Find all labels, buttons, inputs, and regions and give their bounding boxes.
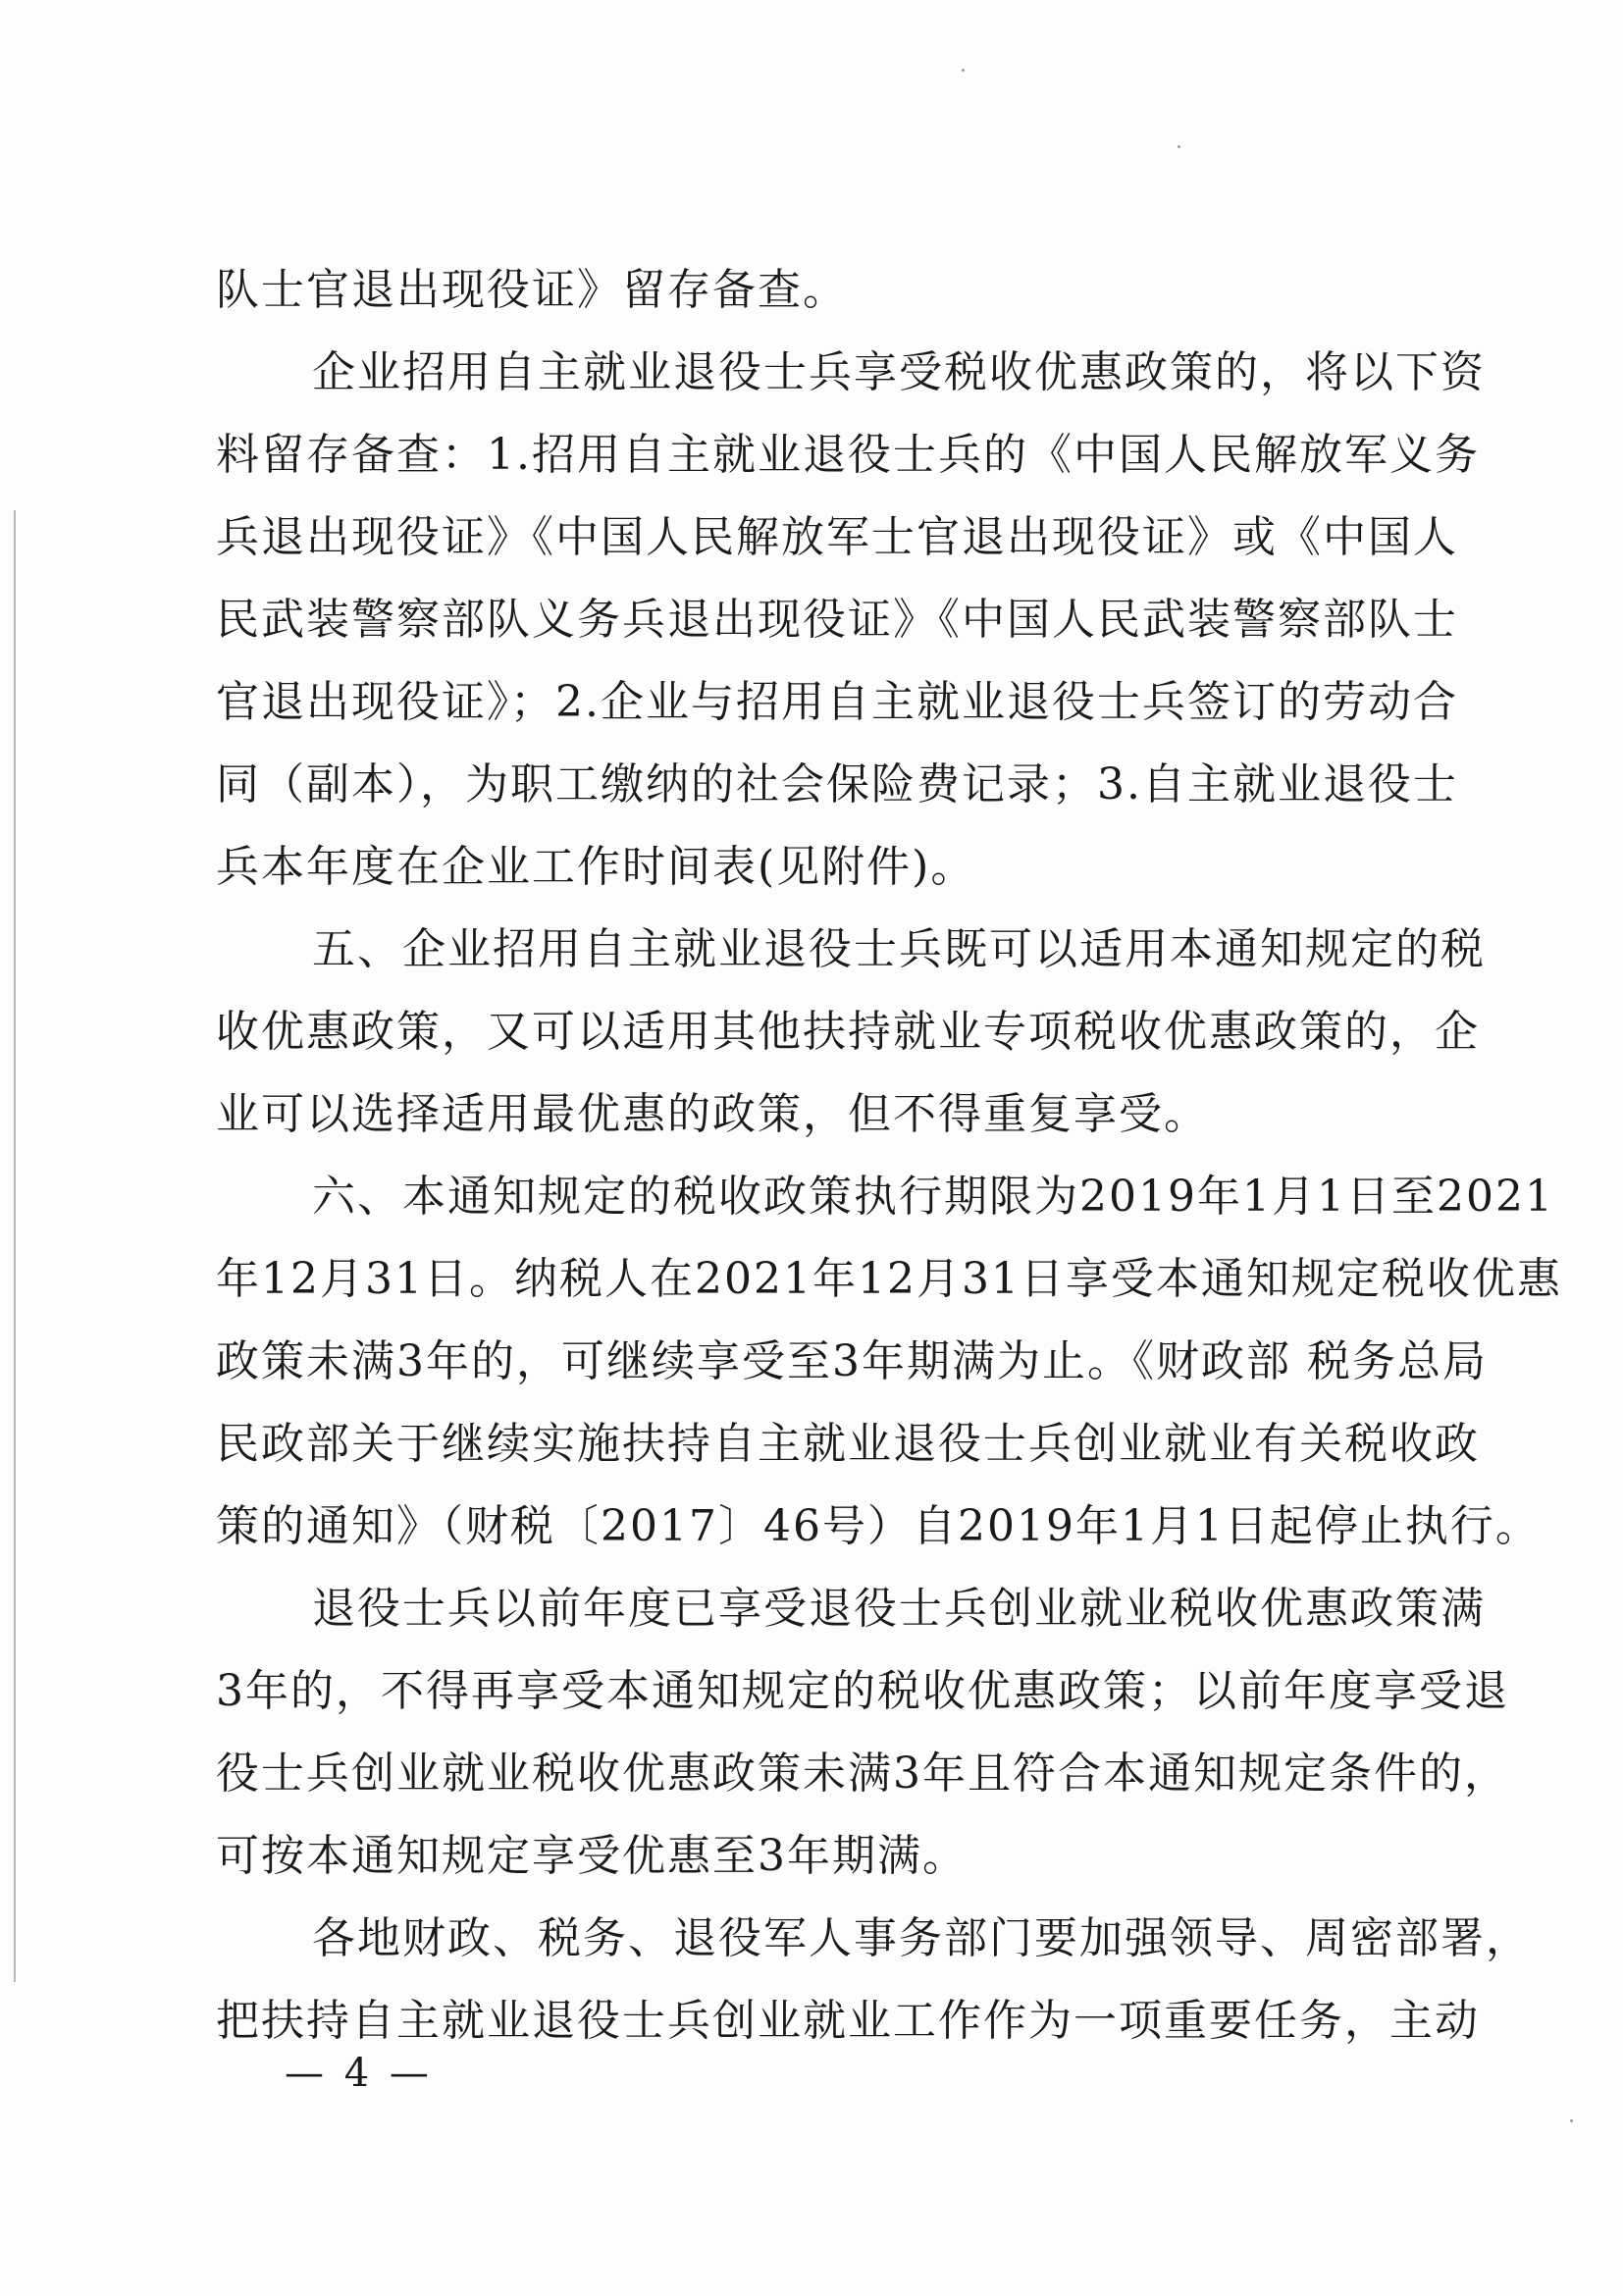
text-line: 各地财政、税务、退役军人事务部门要加强领导、周密部署， xyxy=(312,1913,1531,1963)
text-line: 业可以选择适用最优惠的政策，但不得重复享受。 xyxy=(216,1089,1209,1139)
scan-speck xyxy=(962,69,965,72)
text-line: 队士官退出现役证》留存备查。 xyxy=(216,265,848,315)
text-line: 把扶持自主就业退役士兵创业就业工作作为一项重要任务，主动 xyxy=(216,1996,1480,2046)
text-line: 五、企业招用自主就业退役士兵既可以适用本通知规定的税 xyxy=(312,924,1486,974)
text-line: 民武装警察部队义务兵退出现役证》《中国人民武装警察部队士 xyxy=(216,595,1458,645)
text-line: 政策未满3年的，可继续享受至3年期满为止。《财政部 税务总局 xyxy=(216,1336,1488,1386)
text-line: 退役士兵以前年度已享受退役士兵创业就业税收优惠政策满 xyxy=(312,1584,1486,1634)
text-line: 役士兵创业就业税收优惠政策未满3年且符合本通知规定条件的， xyxy=(216,1748,1509,1799)
text-line: 同（副本），为职工缴纳的社会保险费记录；3.自主就业退役士 xyxy=(216,759,1458,809)
page-number: — 4 — xyxy=(285,2051,433,2096)
text-line: 年12月31日。纳税人在2021年12月31日享受本通知规定税收优惠 xyxy=(216,1254,1562,1304)
text-line: 收优惠政策，又可以适用其他扶持就业专项税收优惠政策的，企 xyxy=(216,1007,1480,1057)
text-line: 料留存备查：1.招用自主就业退役士兵的《中国人民解放军义务 xyxy=(216,430,1480,480)
text-line: 策的通知》（财税〔2017〕46号）自2019年1月1日起停止执行。 xyxy=(216,1501,1541,1551)
text-line: 可按本通知规定享受优惠至3年期满。 xyxy=(216,1831,968,1881)
scan-speck xyxy=(1570,2119,1573,2122)
scan-speck xyxy=(1178,145,1180,148)
text-line: 六、本通知规定的税收政策执行期限为2019年1月1日至2021 xyxy=(312,1172,1554,1222)
text-line: 官退出现役证》；2.企业与招用自主就业退役士兵签订的劳动合 xyxy=(216,677,1458,727)
text-line: 兵退出现役证》《中国人民解放军士官退出现役证》或《中国人 xyxy=(216,512,1458,562)
text-line: 民政部关于继续实施扶持自主就业退役士兵创业就业有关税收政 xyxy=(216,1419,1480,1469)
text-line: 企业招用自主就业退役士兵享受税收优惠政策的，将以下资 xyxy=(312,347,1486,397)
text-line: 兵本年度在企业工作时间表(见附件)。 xyxy=(216,842,976,892)
scan-edge-line xyxy=(14,510,16,1982)
text-line: 3年的，不得再享受本通知规定的税收优惠政策；以前年度享受退 xyxy=(216,1666,1509,1716)
